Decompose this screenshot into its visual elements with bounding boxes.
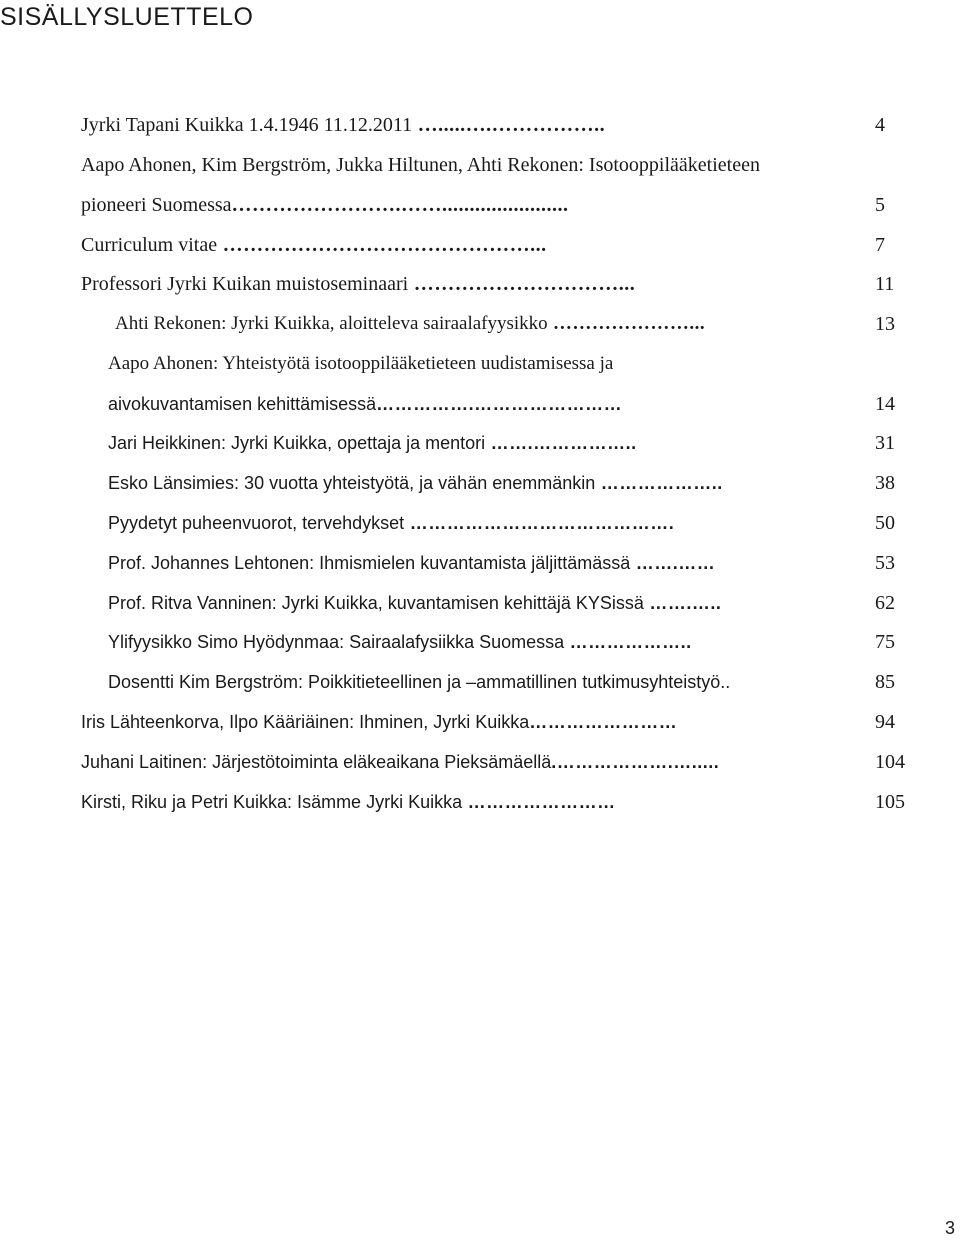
toc-entry-title: Prof. Ritva Vanninen: Jyrki Kuikka, kuvantamisen kehittäjä KYSissä <box>108 593 644 613</box>
toc-entry-title: Jyrki Tapani Kuikka 1.4.1946 11.12.2011 <box>81 114 413 136</box>
toc-leader: ….....….…………….. <box>412 114 606 136</box>
toc-leader: ……………………………………. <box>404 513 675 533</box>
toc-entry-title: Kirsti, Riku ja Petri Kuikka: Isämme Jyrki Kuikka <box>81 792 463 812</box>
toc-leader: ………………………………………... <box>217 234 547 256</box>
toc-page-number: 62 <box>875 592 895 614</box>
toc-page-number: 50 <box>875 512 895 534</box>
toc-leader: …………….…………………… <box>376 394 623 414</box>
toc-entry <box>81 229 547 261</box>
toc-leader: ……………….. <box>595 473 723 493</box>
page-number: 3 <box>945 1218 956 1238</box>
toc-entry-title: Iris Lähteenkorva, Ilpo Kääriäinen: Ihminen, Jyrki Kuikka <box>81 712 530 732</box>
toc-entry <box>108 348 613 380</box>
toc-entry <box>108 666 730 698</box>
toc-entry-title: Prof. Johannes Lehtonen: Ihmismielen kuvantamista jäljittämässä <box>108 553 631 573</box>
toc-page-number: 7 <box>875 234 885 256</box>
toc-entry <box>81 706 677 738</box>
toc-page-number: 5 <box>875 194 885 216</box>
toc-entry-title: Pyydetyt puheenvuorot, tervehdykset <box>108 513 405 533</box>
toc-entry-title: Dosentti Kim Bergström: Poikkitieteellinen ja –ammatillinen tutkimusyhteistyö.. <box>108 672 731 692</box>
toc-page-number: 14 <box>875 393 895 415</box>
toc-leader: …………………………... <box>408 273 636 295</box>
toc-page-number: 38 <box>875 472 895 494</box>
toc-entry <box>81 268 635 300</box>
toc-page-number: 85 <box>875 671 895 693</box>
toc-entry <box>81 109 605 141</box>
toc-leader: …………………... <box>547 313 706 334</box>
toc-entry <box>108 547 715 579</box>
toc-entry <box>108 467 723 499</box>
toc-page-number: 53 <box>875 552 895 574</box>
toc-leader: …….….. <box>643 593 722 613</box>
toc-entry-title: Esko Länsimies: 30 vuotta yhteistyötä, ja vähän enemmänkin <box>108 473 596 493</box>
toc-entry <box>81 786 616 818</box>
toc-leader: ……………….. <box>564 632 692 652</box>
toc-leader: …….…………….. <box>485 433 637 453</box>
toc-entry <box>108 388 622 420</box>
toc-entry-title: Juhani Laitinen: Järjestötoiminta eläkeaikana Pieksämäellä <box>81 752 552 772</box>
toc-leader: …………………… <box>529 712 678 732</box>
toc-entry-title: aivokuvantamisen kehittämisessä <box>108 394 377 414</box>
toc-page-number: 4 <box>875 114 885 136</box>
toc-entry-title: Aapo Ahonen: Yhteistyötä isotooppilääketieteen uudistamisessa ja <box>108 353 614 374</box>
toc-entry-title: Jari Heikkinen: Jyrki Kuikka, opettaja ja mentori <box>108 433 486 453</box>
toc-entry <box>81 149 760 181</box>
toc-entry <box>108 507 674 539</box>
toc-page-number: 75 <box>875 631 895 653</box>
toc-entry-title: pioneeri Suomessa <box>81 194 232 216</box>
toc-entry-title: Ylifyysikko Simo Hyödynmaa: Sairaalafysiikka Suomessa <box>108 632 565 652</box>
toc-entry-title: Professori Jyrki Kuikan muistoseminaari <box>81 273 409 295</box>
toc-page-number: 94 <box>875 711 895 733</box>
toc-entry <box>81 746 719 778</box>
toc-page-number: 31 <box>875 432 895 454</box>
toc-entry <box>108 626 692 658</box>
toc-entry-title: Curriculum vitae <box>81 234 218 256</box>
toc-entry <box>108 587 721 619</box>
toc-page-number: 105 <box>875 791 905 813</box>
toc-leader: …………………… <box>462 792 616 812</box>
toc-leader: .……………….…..... <box>551 752 720 772</box>
toc-page-number: 104 <box>875 751 905 773</box>
toc-leader: …………………….……....................... <box>231 194 569 216</box>
toc-leader: …….…… <box>630 553 716 573</box>
toc-entry-title: Aapo Ahonen, Kim Bergström, Jukka Hiltunen, Ahti Rekonen: Isotooppilääketieteen <box>81 154 760 176</box>
toc-page-number: 11 <box>875 273 895 295</box>
toc-entry <box>81 189 569 221</box>
document-title: SISÄLLYSLUETTELO <box>0 3 254 31</box>
toc-entry <box>108 427 637 459</box>
toc-entry <box>115 308 705 340</box>
toc-page-number: 13 <box>875 313 895 335</box>
toc-entry-title: Ahti Rekonen: Jyrki Kuikka, aloitteleva sairaalafyysikko <box>115 313 548 334</box>
